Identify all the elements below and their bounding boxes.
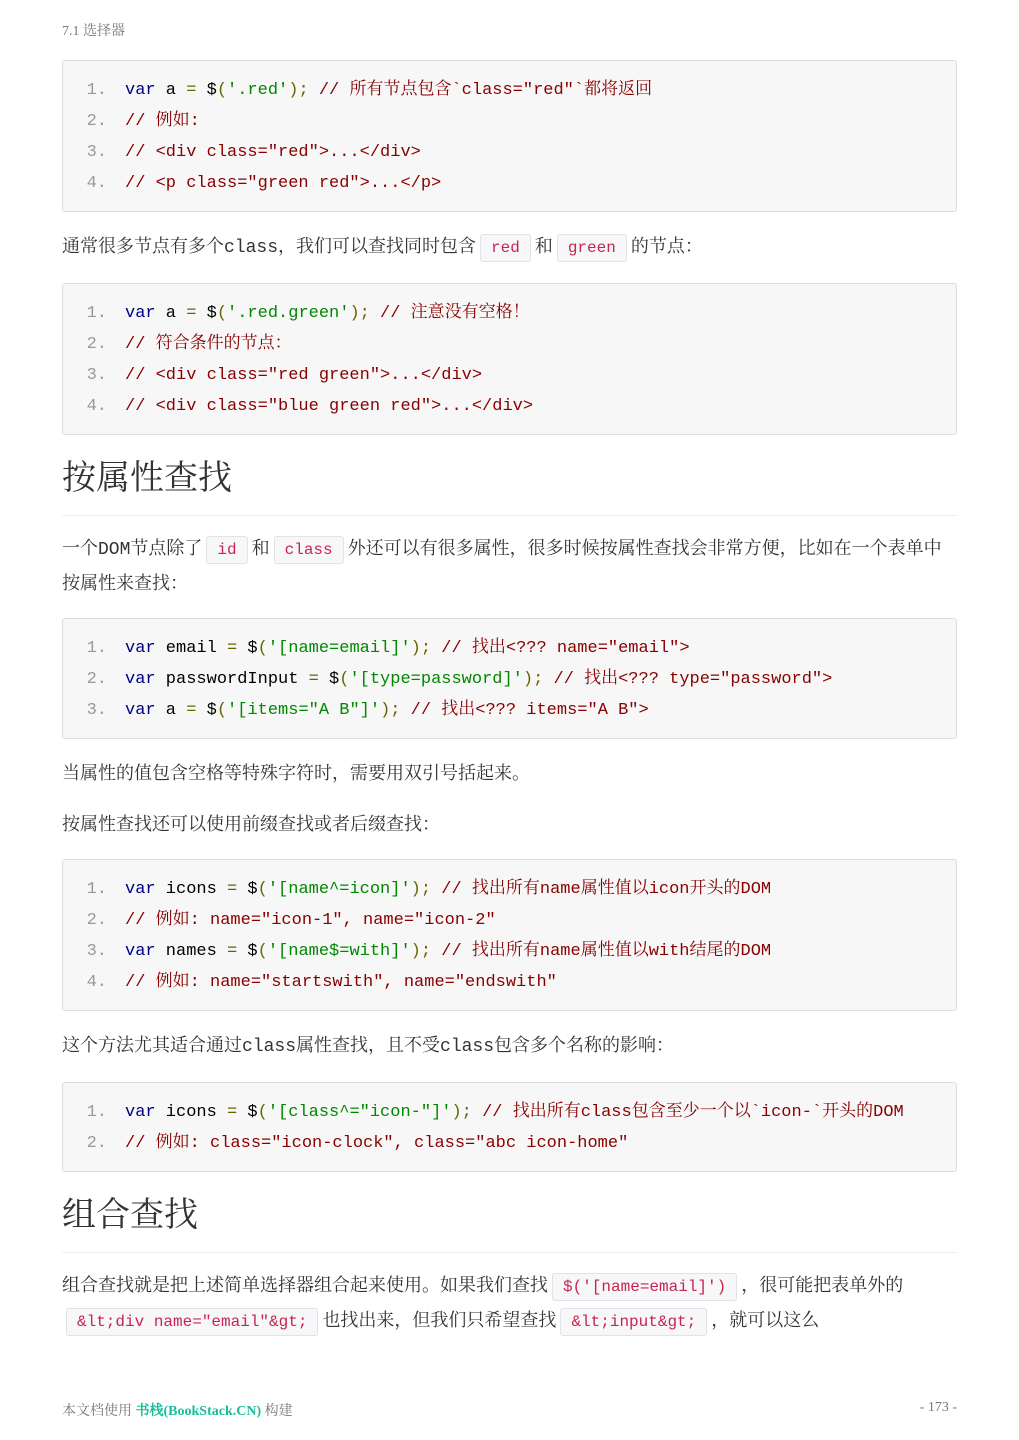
code-line bbox=[63, 1097, 956, 1128]
code-text bbox=[125, 905, 496, 936]
line-number: 3. bbox=[86, 366, 107, 385]
code-token: ( bbox=[257, 942, 268, 961]
code-token: '[name=email]' bbox=[267, 639, 411, 658]
code-token: // 所有节点包含`class="red"`都将返回 bbox=[308, 81, 653, 100]
code-block-multi-class bbox=[62, 283, 957, 435]
code-token: var bbox=[125, 81, 156, 100]
code-token: $ bbox=[196, 304, 217, 323]
code-token: // 例如: name="icon-1", name="icon-2" bbox=[125, 911, 496, 930]
paragraph-quotes: 当属性的值包含空格等特殊字符时，需要用双引号括起来。 bbox=[62, 763, 530, 784]
code-token: a bbox=[155, 701, 187, 720]
code-token: ); bbox=[410, 942, 432, 961]
heading-combo-search: 组合查找 bbox=[62, 1190, 957, 1253]
code-token: var bbox=[125, 942, 156, 961]
code-token: var bbox=[125, 639, 156, 658]
code-token: // 符合条件的节点： bbox=[125, 335, 292, 354]
inline-code: $('[name=email]') bbox=[552, 1273, 737, 1301]
code-token: // 找出<??? name="email"> bbox=[431, 639, 690, 658]
line-number: 1. bbox=[86, 81, 107, 100]
code-text bbox=[125, 168, 441, 199]
code-text bbox=[125, 1128, 628, 1159]
code-token: var bbox=[125, 701, 156, 720]
code-token: // <div class="blue green red">...</div> bbox=[125, 397, 534, 416]
code-token: $ bbox=[196, 81, 217, 100]
inline-code: &lt;input&gt; bbox=[560, 1308, 707, 1336]
line-number: 1. bbox=[86, 1103, 107, 1122]
code-token: ); bbox=[410, 639, 432, 658]
code-line bbox=[63, 695, 956, 726]
code-token: $ bbox=[237, 1103, 258, 1122]
code-line bbox=[63, 664, 956, 695]
code-token: var bbox=[125, 880, 156, 899]
code-token: = bbox=[227, 1103, 238, 1122]
line-number: 4. bbox=[86, 973, 107, 992]
code-token: ); bbox=[288, 81, 309, 100]
code-token: // 找出<??? items="A B"> bbox=[400, 701, 649, 720]
code-token: email bbox=[155, 639, 228, 658]
code-token: ); bbox=[380, 701, 401, 720]
code-token: icons bbox=[155, 1103, 228, 1122]
code-text bbox=[125, 391, 533, 422]
code-token: // <div class="red">...</div> bbox=[125, 143, 421, 162]
code-line bbox=[63, 874, 956, 905]
code-text bbox=[125, 106, 200, 137]
code-text bbox=[125, 298, 530, 329]
code-token: '[class^="icon-"]' bbox=[267, 1103, 452, 1122]
code-text bbox=[125, 75, 652, 106]
code-token: ); bbox=[451, 1103, 472, 1122]
paragraph-prefix-suffix: 按属性查找还可以使用前缀查找或者后缀查找： bbox=[62, 814, 440, 835]
code-token: ); bbox=[522, 670, 544, 689]
code-text bbox=[125, 967, 557, 998]
code-token: ( bbox=[257, 639, 268, 658]
code-token: a bbox=[155, 304, 187, 323]
code-token: '[name$=with]' bbox=[267, 942, 411, 961]
code-text bbox=[125, 936, 771, 967]
code-text bbox=[125, 1097, 904, 1128]
inline-code: id bbox=[206, 536, 247, 564]
code-token: '[type=password]' bbox=[349, 670, 523, 689]
code-token: $ bbox=[237, 880, 258, 899]
code-token: ( bbox=[216, 81, 228, 100]
code-token: // 例如: bbox=[125, 112, 200, 131]
code-block-prefix-suffix bbox=[62, 859, 957, 1011]
code-token: // 找出所有name属性值以with结尾的DOM bbox=[431, 942, 772, 961]
line-number: 3. bbox=[86, 701, 107, 720]
code-token: '[items="A B"]' bbox=[227, 701, 381, 720]
code-token: // 注意没有空格！ bbox=[369, 304, 530, 323]
code-token: ( bbox=[257, 880, 268, 899]
line-number: 3. bbox=[86, 942, 107, 961]
code-text bbox=[125, 664, 832, 695]
code-token: var bbox=[125, 670, 156, 689]
code-line bbox=[63, 106, 956, 137]
code-token: passwordInput bbox=[155, 670, 309, 689]
code-line bbox=[63, 137, 956, 168]
code-line bbox=[63, 360, 956, 391]
code-text bbox=[125, 874, 771, 905]
code-text bbox=[125, 137, 421, 168]
code-token: = bbox=[186, 304, 197, 323]
paragraph-class-prefix: 这个方法尤其适合通过class属性查找，且不受class包含多个名称的影响： bbox=[62, 1035, 675, 1057]
code-token: $ bbox=[318, 670, 340, 689]
code-token: // 找出所有class包含至少一个以`icon-`开头的DOM bbox=[471, 1103, 904, 1122]
code-token: // 例如: class="icon-clock", class="abc icon-home" bbox=[125, 1134, 629, 1153]
line-number: 2. bbox=[86, 335, 107, 354]
code-token: = bbox=[186, 701, 197, 720]
code-line bbox=[63, 298, 956, 329]
code-token: ( bbox=[257, 1103, 268, 1122]
page-number: - 173 - bbox=[919, 1400, 957, 1415]
code-token: '.red.green' bbox=[227, 304, 350, 323]
line-number: 4. bbox=[86, 174, 107, 193]
code-token: var bbox=[125, 304, 156, 323]
code-token: = bbox=[227, 639, 238, 658]
code-token: = bbox=[186, 81, 197, 100]
line-number: 2. bbox=[86, 911, 107, 930]
code-line bbox=[63, 936, 956, 967]
code-block-attribute bbox=[62, 618, 957, 739]
line-number: 4. bbox=[86, 397, 107, 416]
code-token: $ bbox=[237, 639, 258, 658]
page-footer bbox=[62, 1400, 957, 1420]
bookstack-link[interactable]: 书栈(BookStack.CN) bbox=[135, 1404, 262, 1419]
code-text bbox=[125, 633, 690, 664]
code-token: var bbox=[125, 1103, 156, 1122]
code-token: = bbox=[308, 670, 319, 689]
line-number: 2. bbox=[86, 1134, 107, 1153]
code-block-class bbox=[62, 60, 957, 212]
code-token: = bbox=[227, 880, 238, 899]
code-token: '.red' bbox=[227, 81, 289, 100]
running-head: 7.1 选择器 bbox=[62, 24, 125, 39]
code-text bbox=[125, 695, 649, 726]
code-token: names bbox=[155, 942, 228, 961]
code-text bbox=[125, 329, 292, 360]
line-number: 1. bbox=[86, 304, 107, 323]
code-token: // <p class="green red">...</p> bbox=[125, 174, 442, 193]
code-token: = bbox=[227, 942, 238, 961]
code-token: icons bbox=[155, 880, 228, 899]
code-token: $ bbox=[196, 701, 217, 720]
paragraph-multi-class: 通常很多节点有多个class，我们可以查找同时包含 red 和 green 的节点： bbox=[62, 230, 957, 265]
line-number: 2. bbox=[86, 112, 107, 131]
code-line bbox=[63, 967, 956, 998]
code-line bbox=[63, 329, 956, 360]
code-token: ( bbox=[339, 670, 350, 689]
heading-attribute-search: 按属性查找 bbox=[62, 453, 957, 516]
code-token: a bbox=[155, 81, 187, 100]
inline-code: red bbox=[480, 234, 531, 262]
line-number: 1. bbox=[86, 639, 107, 658]
code-token: $ bbox=[237, 942, 258, 961]
code-block-class-prefix bbox=[62, 1082, 957, 1172]
inline-code: green bbox=[557, 234, 627, 262]
line-number: 2. bbox=[86, 670, 107, 689]
code-token: ( bbox=[216, 304, 228, 323]
inline-code: &lt;div name="email"&gt; bbox=[66, 1308, 318, 1336]
code-line bbox=[63, 905, 956, 936]
line-number: 3. bbox=[86, 143, 107, 162]
code-token: // 找出<??? type="password"> bbox=[543, 670, 833, 689]
inline-code: class bbox=[274, 536, 344, 564]
paragraph-attributes: 一个DOM节点除了 id 和 class 外还可以有很多属性，很多时候按属性查找会非常方便，比如在一个表单中按属性来查找： bbox=[62, 538, 942, 594]
code-token: ); bbox=[410, 880, 432, 899]
code-token: ( bbox=[216, 701, 228, 720]
paragraph-combo: 组合查找就是把上述简单选择器组合起来使用。如果我们查找 $('[name=email]') ，很可能把表单外的&lt;div name="email"&gt; 也找出来，但我们只希望查找 &lt;input&gt; ，就可以这么 bbox=[62, 1269, 957, 1339]
line-number: 1. bbox=[86, 880, 107, 899]
code-line bbox=[63, 75, 956, 106]
code-token: // 找出所有name属性值以icon开头的DOM bbox=[431, 880, 772, 899]
page-content bbox=[62, 60, 957, 1357]
code-token: ); bbox=[349, 304, 370, 323]
code-line bbox=[63, 391, 956, 422]
code-line bbox=[63, 1128, 956, 1159]
code-token: // 例如: name="startswith", name="endswith" bbox=[125, 973, 557, 992]
code-line bbox=[63, 633, 956, 664]
code-text bbox=[125, 360, 482, 391]
code-token: '[name^=icon]' bbox=[267, 880, 411, 899]
code-token: // <div class="red green">...</div> bbox=[125, 366, 483, 385]
footer-credit: 本文档使用 书栈(BookStack.CN) 构建 bbox=[62, 1404, 293, 1419]
code-line bbox=[63, 168, 956, 199]
